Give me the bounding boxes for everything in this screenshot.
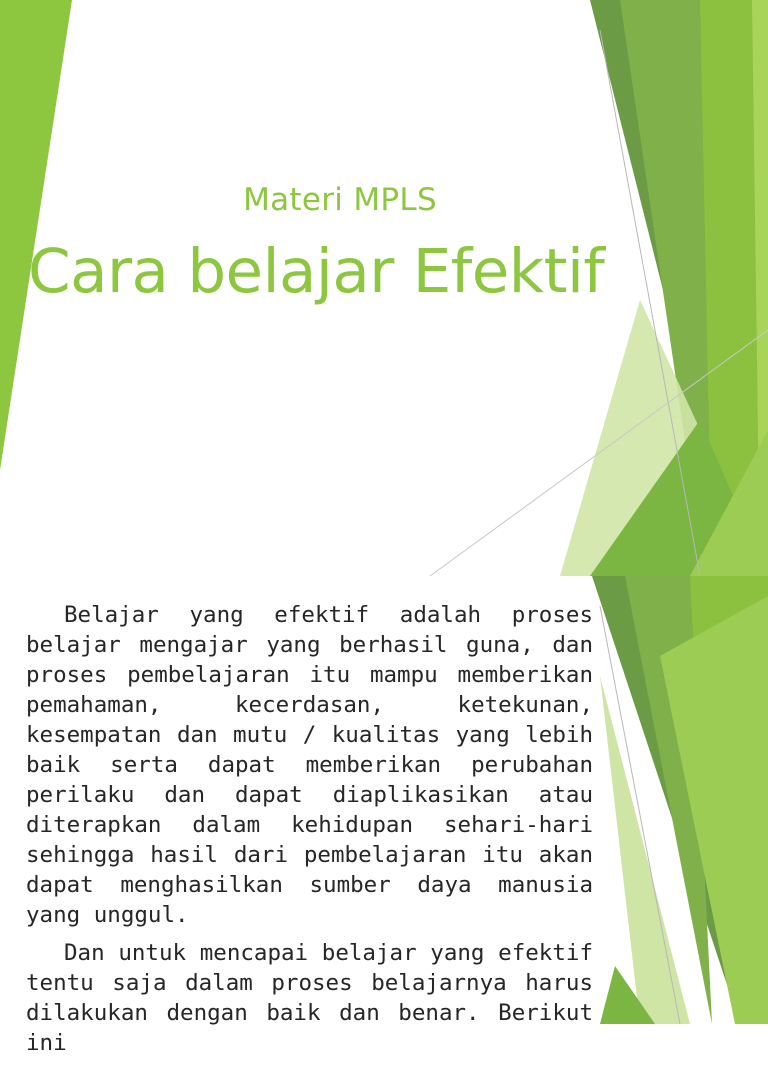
body-text xyxy=(26,600,593,1066)
left-green-triangle xyxy=(0,0,72,470)
paragraph-1: Belajar yang efektif adalah proses belajar mengajar yang berhasil guna, dan proses pembelajaran itu mampu memberikan pemahaman, kecerdasan, ketekunan, kesempatan dan mutu / kualitas yang lebih baik serta dapat memberikan perubahan perilaku dan dapat diaplikasikan atau diterapkan dalam kehidupan sehari-hari sehingga hasil dari pembelajaran itu akan dapat menghasilkan sumber daya manusia yang unggul. xyxy=(26,602,593,928)
paragraph-2: Dan untuk mencapai belajar yang efektif tentu saja dalam proses belajarnya harus dilakukan dengan baik dan benar. Berikut ini xyxy=(26,940,593,1056)
content-slide xyxy=(0,576,768,1056)
slide-title: Cara belajar Efektif xyxy=(28,236,605,307)
slide-subtitle: Materi MPLS xyxy=(243,182,437,218)
